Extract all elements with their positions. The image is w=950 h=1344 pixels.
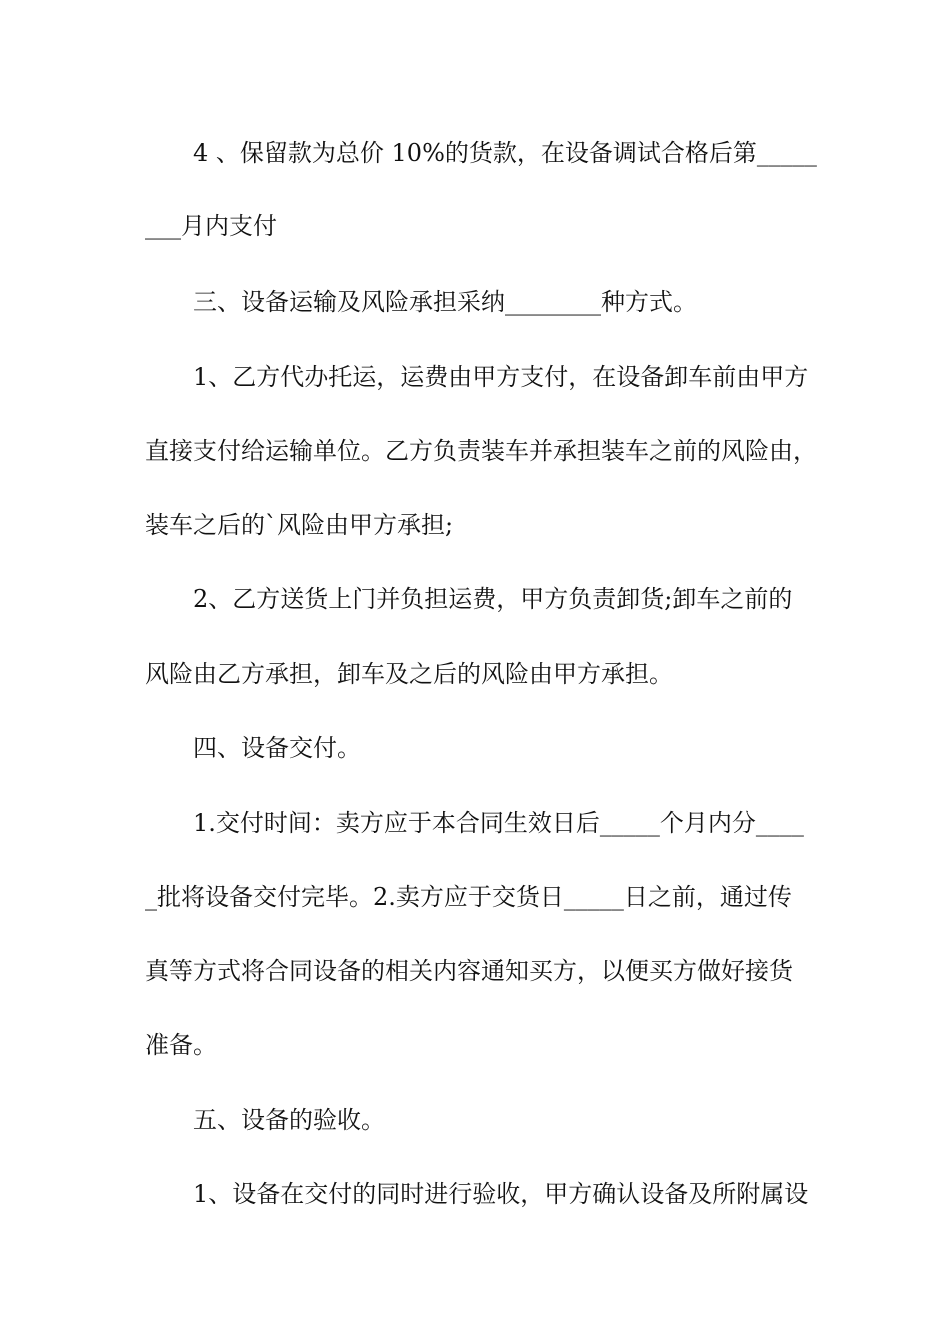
paragraph-line: _批将设备交付完毕。2.卖方应于交货日_____日之前，通过传 bbox=[145, 883, 792, 911]
paragraph-line: 1、乙方代办托运，运费由甲方支付，在设备卸车前由甲方 bbox=[193, 363, 809, 391]
paragraph-line: 准备。 bbox=[145, 1031, 217, 1059]
section-heading: 三、设备运输及风险承担采纳________种方式。 bbox=[193, 288, 697, 316]
paragraph-line: 风险由乙方承担，卸车及之后的风险由甲方承担。 bbox=[145, 660, 673, 688]
paragraph-line: ___月内支付 bbox=[145, 212, 277, 240]
paragraph-line: 1.交付时间：卖方应于本合同生效日后_____个月内分____ bbox=[193, 809, 804, 837]
paragraph-line: 真等方式将合同设备的相关内容通知买方，以便买方做好接货 bbox=[145, 957, 793, 985]
paragraph-line: 装车之后的`风险由甲方承担; bbox=[145, 511, 454, 539]
paragraph-line: 2、乙方送货上门并负担运费，甲方负责卸货;卸车之前的 bbox=[193, 585, 793, 613]
section-heading: 四、设备交付。 bbox=[193, 734, 361, 762]
paragraph-line: 4 、保留款为总价 10%的货款，在设备调试合格后第_____ bbox=[193, 139, 817, 167]
section-heading: 五、设备的验收。 bbox=[193, 1106, 385, 1134]
paragraph-line: 1、设备在交付的同时进行验收，甲方确认设备及所附属设 bbox=[193, 1180, 809, 1208]
paragraph-line: 直接支付给运输单位。乙方负责装车并承担装车之前的风险由， bbox=[145, 437, 817, 465]
